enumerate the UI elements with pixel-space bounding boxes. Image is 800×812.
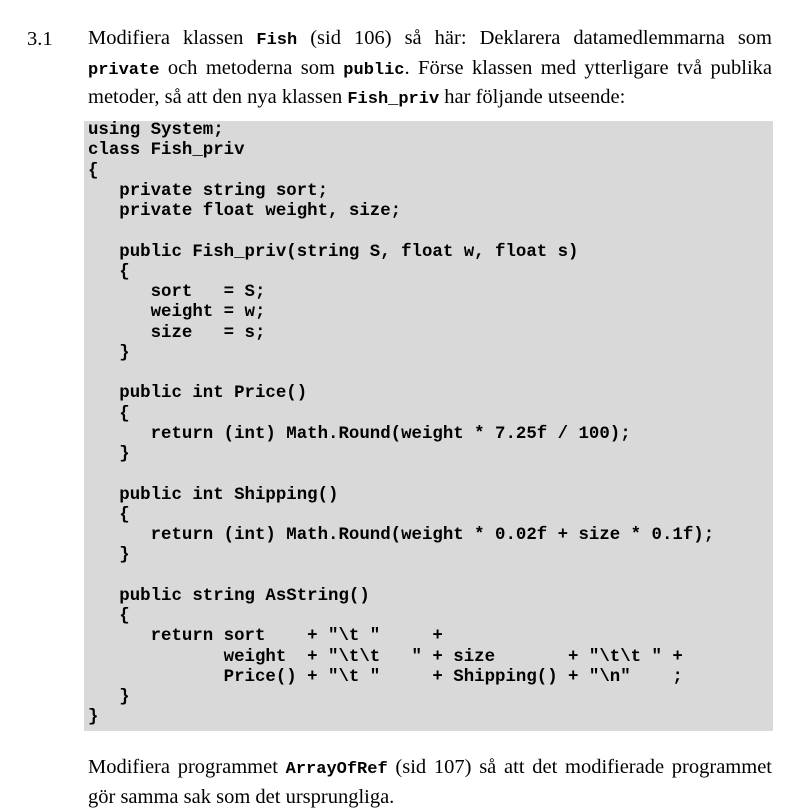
exercise-intro-paragraph (88, 25, 772, 114)
inline-code-fish-priv: Fish_priv (347, 90, 440, 109)
outro-text: Modifiera programmet (88, 756, 286, 778)
code-line: { (88, 607, 130, 626)
intro-text: har följande utseende: (439, 86, 626, 108)
code-line: { (88, 505, 130, 525)
code-listing (84, 121, 773, 731)
code-line: { (88, 404, 130, 424)
exercise-number: 3.1 (27, 28, 53, 50)
intro-text: Modifiera klassen (88, 27, 257, 49)
inline-code-arrayofref: ArrayOfRef (285, 760, 388, 779)
intro-text: och metoderna som (159, 56, 344, 79)
code-line (84, 465, 773, 485)
code-line: } (88, 343, 130, 363)
code-line: return (int) Math.Round(weight * 7.25f / 100); (88, 424, 631, 444)
inline-code-public: public (343, 60, 405, 80)
outro-text: (sid 107) så att det modifierade programmet gör samma sak som det ursprungliga. (88, 756, 772, 808)
inline-code-fish: Fish (256, 31, 298, 50)
code-line (84, 364, 773, 384)
code-line: { (88, 262, 130, 282)
code-line: using System; (88, 121, 224, 140)
code-line: public int Shipping() (88, 485, 339, 505)
code-line: } (88, 708, 99, 728)
code-line: weight = w; (88, 303, 266, 323)
code-line: } (88, 688, 130, 707)
code-line: size = s; (88, 323, 266, 343)
code-line: Price() + "\t " + Shipping() + "\n" ; (88, 667, 683, 687)
code-line: } (88, 445, 130, 464)
code-line: sort = S; (88, 283, 266, 302)
intro-text: . Förse klassen med ytterligare två publika metoder, så att den nya klassen (88, 56, 772, 108)
code-line (84, 567, 773, 587)
inline-code-private: private (88, 60, 160, 80)
code-line: { (88, 161, 99, 181)
code-line: return (int) Math.Round(weight * 0.02f + size * 0.1f); (88, 526, 715, 545)
intro-text: (sid 106) så här: Deklarera datamedlemmarna som (297, 27, 772, 49)
code-line: private string sort; (88, 181, 329, 201)
code-line: private float weight, size; (88, 202, 402, 221)
exercise-outro-paragraph (88, 754, 772, 811)
code-line: } (88, 546, 130, 566)
code-line: weight + "\t\t " + size + "\t\t " + (88, 647, 683, 667)
code-line: public Fish_priv(string S, float w, float s) (88, 242, 579, 262)
code-line: public string AsString() (88, 586, 370, 606)
code-line (84, 222, 773, 242)
code-line: return sort + "\t " + (88, 627, 443, 647)
code-line: class Fish_priv (88, 141, 245, 161)
code-line: public int Price() (88, 384, 308, 404)
